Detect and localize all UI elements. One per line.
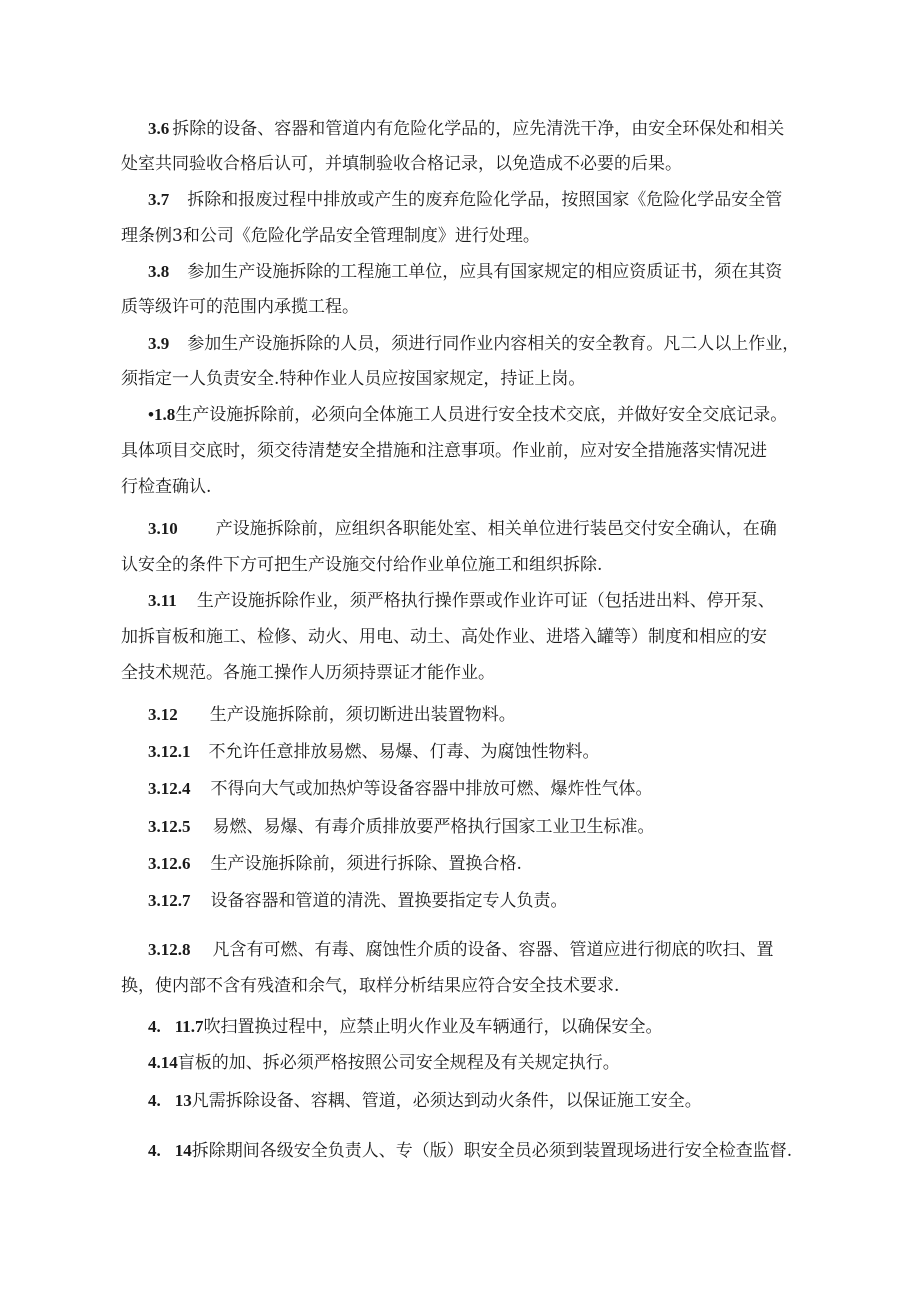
clause-subnumber: 13 — [174, 1091, 192, 1110]
clause-text: 参加生产设施拆除的工程施工单位，应具有国家规定的相应资质证书，须在其资 — [187, 262, 783, 282]
clause-text: 易燃、易爆、有毒介质排放要严格执行国家工业卫生标准。 — [212, 817, 655, 837]
clause-text: 吹扫置换过程中，应禁止明火作业及车辆通行，以确保安全。 — [203, 1017, 663, 1037]
clause-number: 3.12.4 — [148, 779, 191, 798]
clause-text: 不允许任意排放易燃、易爆、仃毒、为腐蚀性物料。 — [208, 742, 600, 762]
clause-text: 生产设施拆除作业，须严格执行操作票或作业许可证（包括进出料、停开泵、 — [196, 591, 775, 611]
clause-text: 参加生产设施拆除的人员，须进行同作业内容相关的安全教育。凡二人以上作业， — [187, 334, 800, 354]
clause-number: 4.14 — [148, 1053, 178, 1072]
clause-text: 盲板的加、拆必须严格按照公司安全规程及有关规定执行。 — [177, 1053, 620, 1073]
clause-text: 具体项目交底时，须交待清楚安全措施和注意事项。作业前，应对安全措施落实情况进 — [121, 441, 767, 461]
clause-number: 3.6 — [148, 119, 170, 138]
clause-number: 3.12.7 — [148, 891, 191, 910]
clause-number: 3.9 — [148, 334, 170, 353]
clause-text: 产设施拆除前，应组织各职能处室、相关单位进行装邑交付安全确认，在确 — [215, 519, 777, 539]
clause-text: 拆除的设备、容器和管道内有危险化学品的，应先清洗干净，由安全环保处和相关 — [172, 119, 785, 139]
clause-text: 全技术规范。各施工操作人历须持票证才能作业。 — [121, 663, 495, 683]
clause-number: 4. — [148, 1091, 161, 1110]
clause-number: 3.8 — [148, 262, 170, 281]
clause-subnumber: 14 — [174, 1141, 192, 1160]
clause-text: 凡需拆除设备、容耦、管道，必须达到动火条件，以保证施工安全。 — [191, 1091, 702, 1111]
clause-text: 拆除和报废过程中排放或产生的废弃危险化学品，按照国家《危险化学品安全管 — [187, 190, 783, 210]
clause-text: 不得向大气或加热炉等设备容器中排放可燃、爆炸性气体。 — [210, 779, 653, 799]
clause-text: 设备容器和管道的清洗、置换要指定专人负责。 — [210, 891, 568, 911]
clause-number: 3.12.5 — [148, 817, 191, 836]
clause-text: 拆除期间各级安全负责人、专（版）职安全员必须到装置现场进行安全检查监督. — [191, 1141, 793, 1161]
clause-text: 行检查确认. — [121, 477, 212, 497]
clause-number: •1.8 — [148, 405, 176, 424]
clause-number: 4. — [148, 1141, 161, 1160]
clause-number: 3.12.8 — [148, 940, 191, 959]
clause-text: 处室共同验收合格后认可，并填制验收合格记录，以免造成不必要的后果。 — [121, 154, 682, 174]
clause-number: 3.11 — [148, 591, 177, 610]
clause-text: 生产设施拆除前，须进行拆除、置换合格. — [210, 854, 522, 874]
clause-text: 凡含有可燃、有毒、腐蚀性介质的设备、容器、管道应进行彻底的吹扫、置 — [212, 940, 774, 960]
clause-number: 3.7 — [148, 190, 170, 209]
clause-text: 认安全的条件下方可把生产设施交付给作业单位施工和组织拆除. — [121, 555, 603, 575]
clause-number: 3.12 — [148, 705, 178, 724]
clause-text: 加拆盲板和施工、检修、动火、用电、动土、高处作业、进塔入罐等）制度和相应的安 — [121, 627, 767, 647]
clause-number: 4. — [148, 1017, 161, 1036]
clause-number: 3.12.1 — [148, 742, 191, 761]
clause-text: 生产设施拆除前，必须向全体施工人员进行安全技术交底，并做好安全交底记录。 — [175, 405, 788, 425]
clause-number: 3.10 — [148, 519, 178, 538]
clause-text: 质等级许可的范围内承揽工程。 — [121, 297, 359, 317]
clause-text: 须指定一人负责安全.特种作业人员应按国家规定，持证上岗。 — [121, 369, 586, 389]
clause-subnumber: 11.7 — [174, 1017, 204, 1036]
clause-text: 换，使内部不含有残渣和余气，取样分析结果应符合安全技术要求. — [121, 976, 620, 996]
clause-text: 理条例3和公司《危险化学品安全管理制度》进行处理。 — [121, 226, 540, 246]
clause-number: 3.12.6 — [148, 854, 191, 873]
clause-text: 生产设施拆除前，须切断进出装置物料。 — [209, 705, 516, 725]
